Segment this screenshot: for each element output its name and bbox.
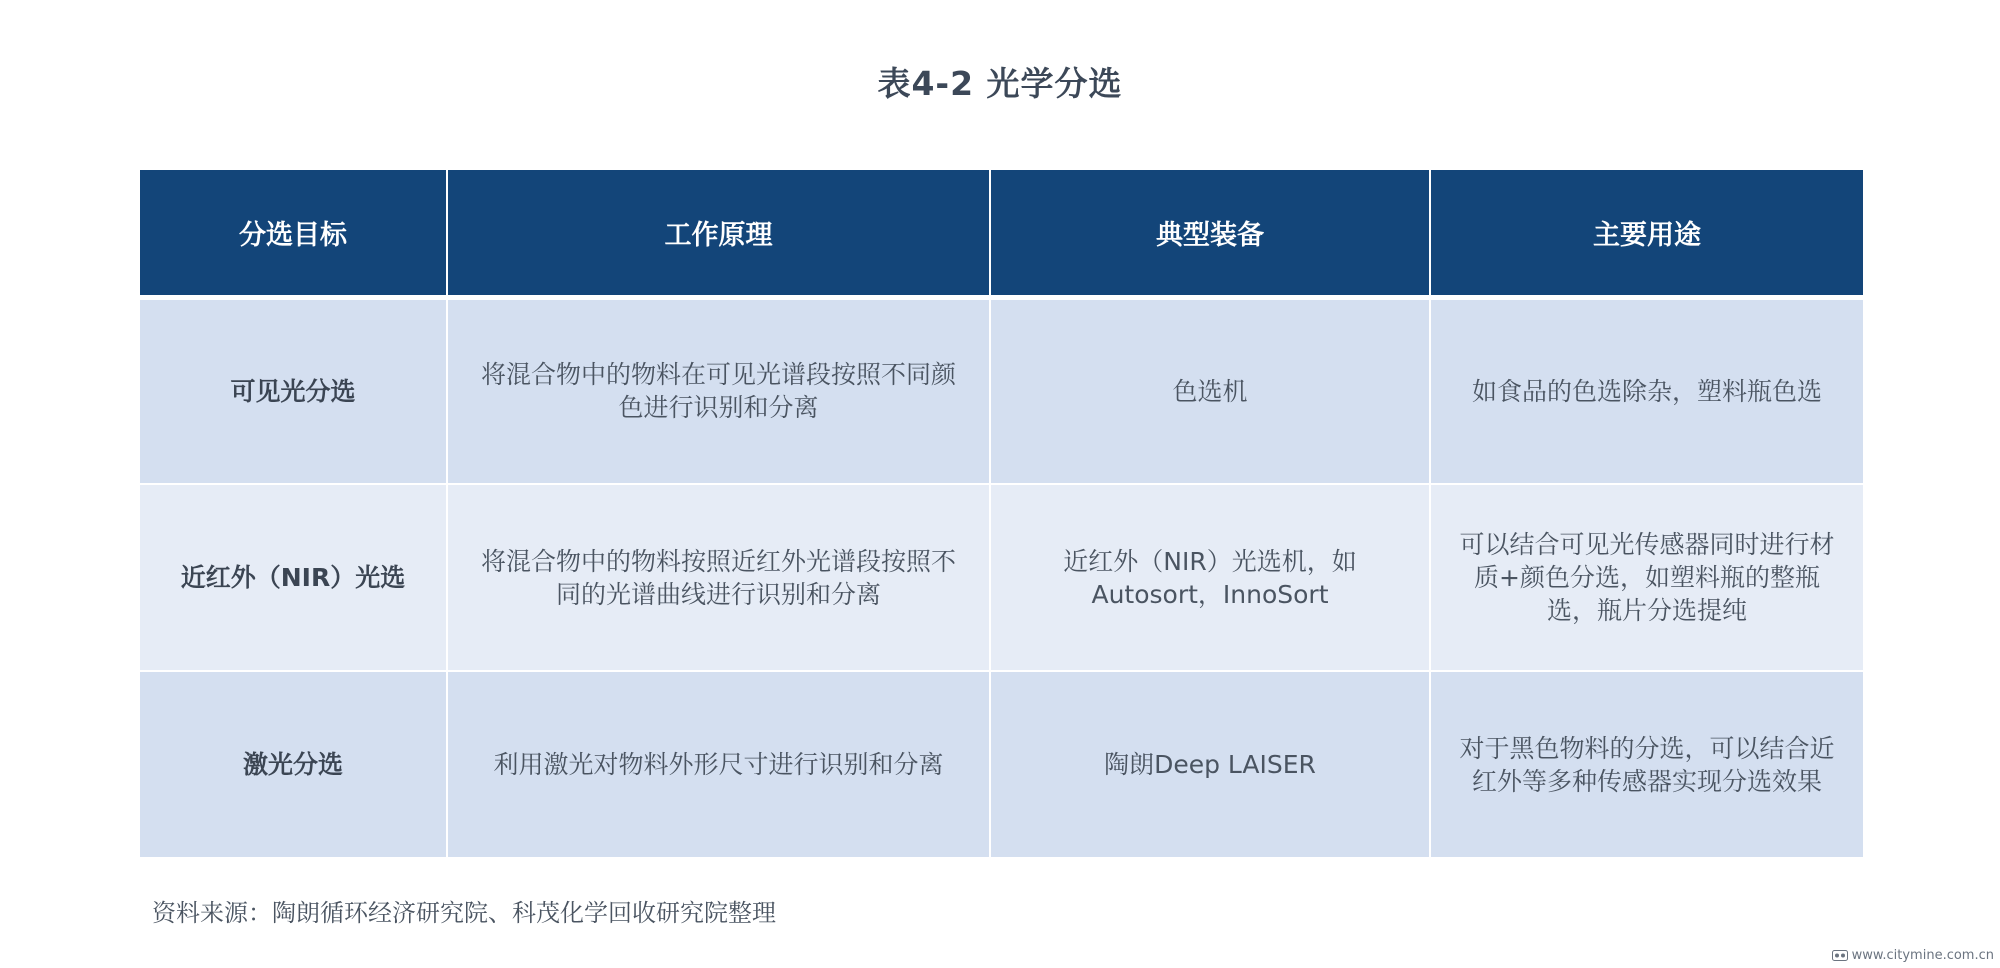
cell-principle: 将混合物中的物料在可见光谱段按照不同颜色进行识别和分离	[447, 297, 990, 484]
cell-usage: 如食品的色选除杂，塑料瓶色选	[1430, 297, 1864, 484]
cell-usage: 可以结合可见光传感器同时进行材质+颜色分选，如塑料瓶的整瓶选，瓶片分选提纯	[1430, 484, 1864, 671]
cell-equipment: 近红外（NIR）光选机，如Autosort，InnoSort	[990, 484, 1430, 671]
watermark-text: www.citymine.com.cn	[1851, 948, 1994, 963]
cell-usage: 对于黑色物料的分选，可以结合近红外等多种传感器实现分选效果	[1430, 671, 1864, 858]
cell-principle: 将混合物中的物料按照近红外光谱段按照不同的光谱曲线进行识别和分离	[447, 484, 990, 671]
page-title: 表4-2 光学分选	[877, 64, 1123, 103]
header-principle: 工作原理	[447, 169, 990, 297]
cell-equipment: 陶朗Deep LAISER	[990, 671, 1430, 858]
table-row	[139, 297, 1864, 484]
cell-target: 可见光分选	[139, 297, 447, 484]
table-row	[139, 484, 1864, 671]
header-target: 分选目标	[139, 169, 447, 297]
table-row	[139, 671, 1864, 858]
header-usage: 主要用途	[1430, 169, 1864, 297]
table-header-row	[139, 169, 1864, 297]
cell-equipment: 色选机	[990, 297, 1430, 484]
cell-principle: 利用激光对物料外形尺寸进行识别和分离	[447, 671, 990, 858]
cell-target: 近红外（NIR）光选	[139, 484, 447, 671]
watermark-logo-icon	[1832, 950, 1848, 961]
header-equipment: 典型装备	[990, 169, 1430, 297]
source-note: 资料来源：陶朗循环经济研究院、科茂化学回收研究院整理	[152, 899, 776, 927]
optical-sorting-table	[138, 168, 1865, 859]
watermark	[1832, 948, 1994, 963]
cell-target: 激光分选	[139, 671, 447, 858]
